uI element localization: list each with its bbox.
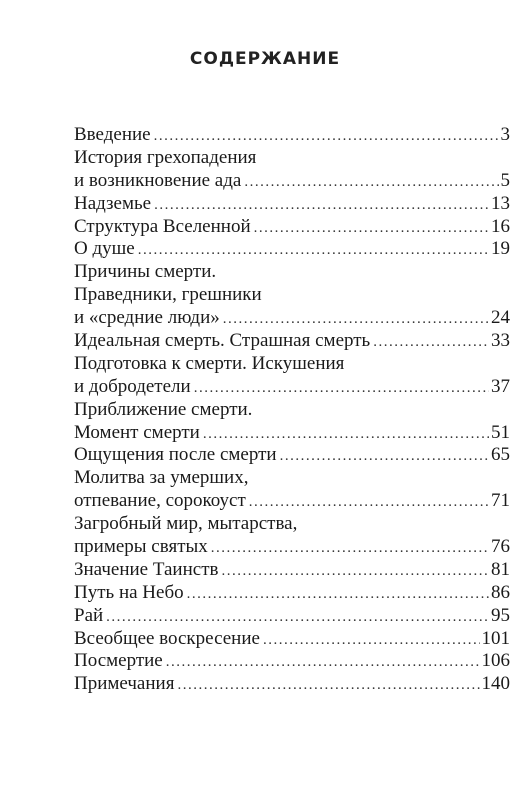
toc-entry-line [74,628,510,651]
dot-leader [280,445,489,468]
toc-entry-title: История грехопадения [74,146,257,168]
toc-entry-title: Праведники, грешники [74,284,262,306]
toc-entry[interactable] [74,444,510,467]
toc-page-number: 76 [491,536,510,558]
table-of-contents [74,124,510,696]
toc-entry[interactable] [74,124,510,147]
toc-entry[interactable] [74,330,510,353]
toc-page-number: 33 [491,330,510,352]
toc-entry-title: отпевание, сорокоуст [74,490,246,512]
toc-entry-line [74,353,510,376]
toc-entry[interactable] [74,261,510,330]
toc-entry-line [74,444,510,467]
dot-leader [166,651,480,674]
dot-leader [177,674,479,697]
dot-leader [194,377,489,400]
toc-entry[interactable] [74,467,510,513]
dot-leader [254,217,489,240]
dot-leader [154,194,489,217]
toc-entry-line [74,238,510,261]
toc-entry-title: Примечания [74,673,175,695]
toc-entry-line [74,399,510,422]
toc-page-number: 16 [491,215,510,237]
toc-entry[interactable] [74,673,510,696]
toc-entry-title: О душе [74,238,135,260]
dot-leader [373,331,489,354]
toc-page-number: 3 [500,124,510,145]
toc-entry-line [74,605,510,628]
toc-entry[interactable] [74,216,510,239]
toc-entry-line [74,513,510,536]
toc-entry-title: и «средние люди» [74,307,220,329]
dot-leader [154,125,499,148]
toc-entry-title: Подготовка к смерти. Искушения [74,352,345,374]
toc-entry-line [74,216,510,239]
toc-entry-line [74,673,510,696]
toc-page-number: 19 [491,238,510,260]
toc-entry-line [74,376,510,399]
toc-entry-title: Ощущения после смерти [74,444,277,466]
toc-entry-line [74,650,510,673]
toc-entry-title: Рай [74,604,104,626]
toc-entry-line [74,467,510,490]
toc-page-number: 24 [491,307,510,329]
toc-entry[interactable] [74,628,510,651]
toc-page-number: 13 [491,192,510,214]
toc-entry-title: и добродетели [74,375,191,397]
toc-entry-line [74,124,510,147]
dot-leader [187,583,489,606]
toc-entry[interactable] [74,238,510,261]
dot-leader [221,560,489,583]
dot-leader [244,171,498,194]
toc-entry[interactable] [74,582,510,605]
dot-leader [138,239,489,262]
toc-page-number: 51 [491,421,510,443]
dot-leader [249,491,489,514]
dot-leader [203,423,489,446]
toc-page-number: 65 [491,444,510,466]
dot-leader [106,606,489,629]
toc-entry-title: и возникновение ада [74,169,242,191]
toc-entry-title: Момент смерти [74,421,200,443]
page-title: СОДЕРЖАНИЕ [189,49,341,69]
toc-page-number: 5 [500,169,510,191]
toc-entry-title: Структура Вселенной [74,215,251,237]
toc-entry-line [74,490,510,513]
toc-entry-line [74,284,510,307]
toc-entry-line [74,582,510,605]
toc-entry[interactable] [74,399,510,445]
toc-entry[interactable] [74,513,510,559]
toc-page-number: 106 [481,650,510,672]
toc-entry-title: Надземье [74,192,152,214]
toc-entry-title: Введение [74,124,151,145]
toc-entry-title: Причины смерти. [74,261,217,283]
toc-entry[interactable] [74,559,510,582]
toc-page-number: 101 [481,627,510,649]
toc-entry-line [74,307,510,330]
toc-entry-line [74,170,510,193]
toc-entry-title: примеры святых [74,536,208,558]
toc-entry-line [74,330,510,353]
toc-entry-title: Идеальная смерть. Страшная смерть [74,330,371,352]
toc-entry-title: Значение Таинств [74,558,219,580]
dot-leader [223,308,489,331]
toc-page-number: 81 [491,558,510,580]
toc-entry-line [74,559,510,582]
toc-entry-line [74,422,510,445]
toc-entry-line [74,147,510,170]
toc-entry-title: Молитва за умерших, [74,467,249,489]
toc-entry-title: Посмертие [74,650,163,672]
toc-page-number: 140 [481,673,510,695]
toc-page-number: 71 [491,490,510,512]
toc-entry[interactable] [74,147,510,193]
toc-entry[interactable] [74,193,510,216]
toc-entry-title: Всеобщее воскресение [74,627,260,649]
toc-entry[interactable] [74,650,510,673]
toc-entry[interactable] [74,605,510,628]
dot-leader [263,629,480,652]
toc-entry-line [74,193,510,216]
toc-page-number: 95 [491,604,510,626]
toc-entry-line [74,261,510,284]
toc-page-number: 86 [491,581,510,603]
toc-entry-title: Путь на Небо [74,581,184,603]
toc-entry-line [74,536,510,559]
toc-entry[interactable] [74,353,510,399]
toc-entry-title: Приближение смерти. [74,398,253,420]
toc-page-number: 37 [491,375,510,397]
toc-entry-title: Загробный мир, мытарства, [74,513,298,535]
dot-leader [211,537,489,560]
